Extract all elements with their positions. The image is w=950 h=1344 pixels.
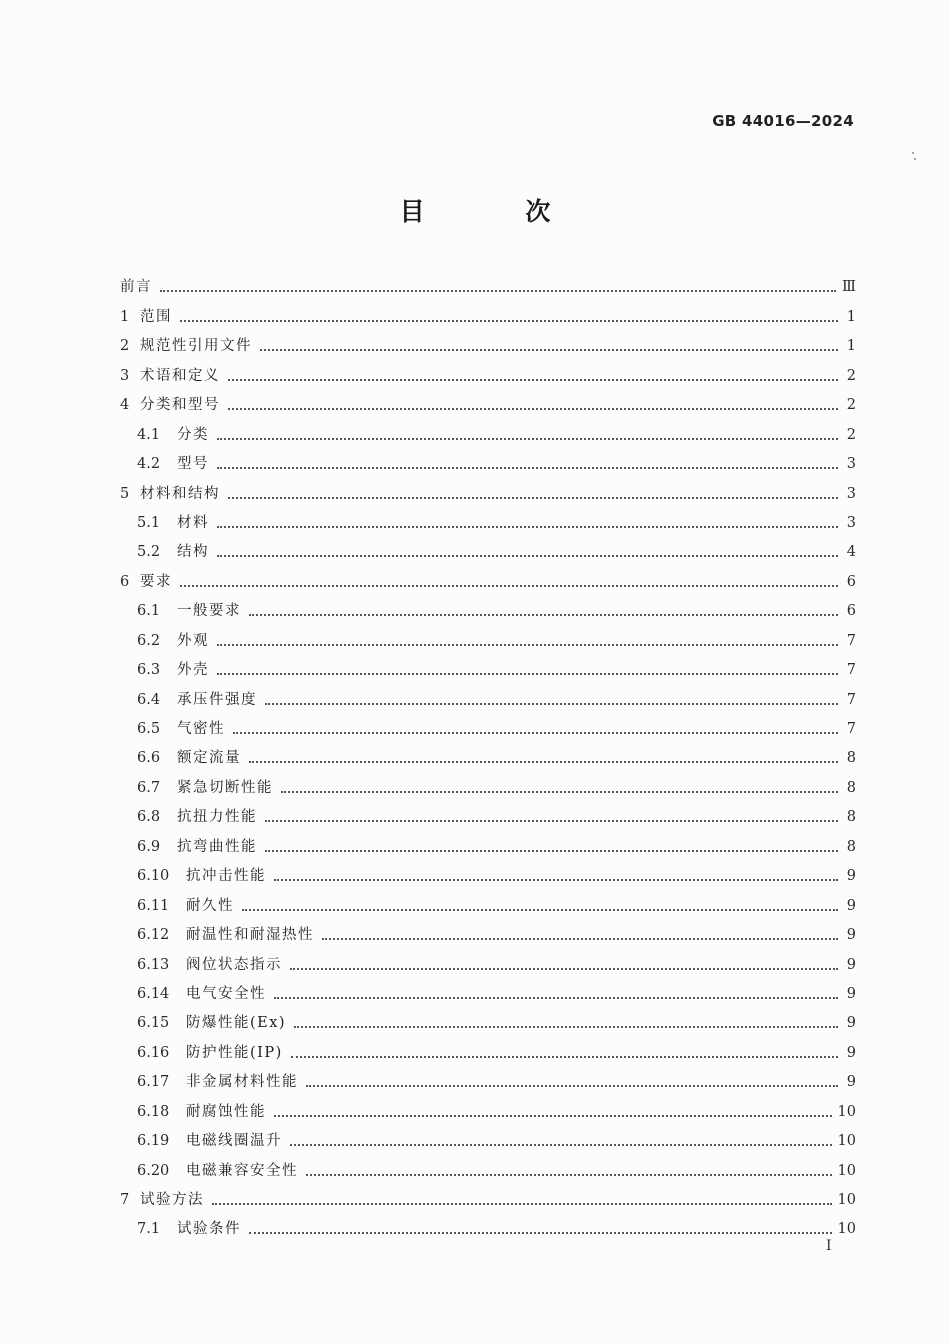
toc-entry-number: 6.6	[137, 750, 161, 767]
toc-leader-dots	[265, 820, 838, 822]
toc-entry-number: 7	[120, 1192, 130, 1208]
toc-entry-number: 5.2	[137, 544, 161, 561]
toc-entry-number: 7.1	[137, 1221, 161, 1238]
standard-code: GB 44016—2024	[712, 112, 854, 130]
toc-entry-page: 10	[837, 1162, 856, 1179]
toc-leader-dots	[217, 555, 838, 557]
toc-leader-dots	[260, 349, 838, 351]
toc-entry[interactable]	[120, 768, 856, 797]
toc-entry-number: 2	[120, 338, 130, 355]
toc-entry-number: 6.2	[137, 632, 161, 649]
toc-entry-page: 2	[846, 397, 856, 414]
toc-entry-page: 10	[837, 1103, 856, 1120]
toc-entry-label: 耐久性	[186, 897, 234, 914]
toc-leader-dots	[233, 732, 838, 734]
toc-entry[interactable]	[120, 916, 856, 945]
toc-entry-page: 8	[846, 838, 856, 855]
toc-leader-dots	[242, 909, 838, 911]
page-number: I	[826, 1238, 832, 1254]
toc-entry-number: 6.9	[137, 838, 161, 855]
toc-entry-label: 防护性能(IP)	[186, 1044, 283, 1061]
toc-entry[interactable]	[120, 739, 856, 768]
toc-leader-dots	[291, 1056, 838, 1058]
toc-entry-label: 要求	[140, 573, 172, 590]
toc-entry-page: 10	[837, 1133, 856, 1150]
toc-entry-number: 6.5	[137, 721, 161, 737]
toc-leader-dots	[249, 614, 838, 616]
toc-entry[interactable]	[120, 562, 856, 591]
toc-entry-label: 电气安全性	[186, 985, 266, 1002]
toc-entry-number: 6.15	[137, 1015, 170, 1032]
toc-entry-page: 3	[846, 456, 856, 473]
toc-entry-page: 7	[846, 662, 856, 679]
toc-entry-number: 6.12	[137, 927, 170, 944]
table-of-contents	[120, 268, 856, 1239]
toc-leader-dots	[322, 938, 838, 940]
toc-entry-page: 9	[846, 868, 856, 885]
toc-entry-number: 6.1	[137, 603, 161, 620]
toc-entry-number: 5.1	[137, 514, 161, 531]
toc-leader-dots	[274, 1115, 832, 1117]
toc-entry[interactable]	[120, 945, 856, 974]
toc-entry-number: 6.20	[137, 1162, 170, 1179]
toc-entry-page: 6	[846, 573, 856, 590]
toc-entry-number: 6	[120, 573, 130, 590]
toc-entry[interactable]	[120, 356, 856, 385]
toc-leader-dots	[217, 467, 838, 469]
toc-entry[interactable]	[120, 1063, 856, 1092]
toc-entry[interactable]	[120, 1210, 856, 1239]
toc-entry-label: 术语和定义	[140, 367, 220, 384]
toc-entry[interactable]	[120, 386, 856, 415]
toc-entry[interactable]	[120, 268, 856, 297]
toc-entry-number: 6.7	[137, 779, 161, 796]
toc-entry-page: 1	[846, 338, 856, 355]
toc-leader-dots	[265, 850, 838, 852]
toc-leader-dots	[180, 320, 838, 322]
toc-entry[interactable]	[120, 533, 856, 562]
toc-leader-dots	[180, 585, 838, 587]
toc-leader-dots	[249, 761, 838, 763]
toc-entry[interactable]	[120, 1122, 856, 1151]
toc-entry-number: 5	[120, 485, 130, 502]
toc-entry-page: 10	[837, 1192, 856, 1208]
toc-entry-label: 电磁线圈温升	[186, 1133, 282, 1150]
toc-leader-dots	[217, 644, 838, 646]
toc-entry-number: 6.18	[137, 1103, 170, 1120]
toc-leader-dots	[228, 497, 838, 499]
toc-entry[interactable]	[120, 710, 856, 739]
toc-entry-label: 抗弯曲性能	[177, 838, 257, 855]
toc-entry-number: 6.16	[137, 1044, 170, 1061]
toc-entry-label: 耐温性和耐湿热性	[186, 927, 314, 944]
toc-leader-dots	[294, 1026, 838, 1028]
toc-entry[interactable]	[120, 827, 856, 856]
toc-entry-number: 6.3	[137, 662, 161, 679]
toc-entry-number: 4.1	[137, 426, 161, 443]
toc-entry-label: 试验方法	[140, 1192, 204, 1208]
toc-entry[interactable]	[120, 474, 856, 503]
toc-entry-page: 8	[846, 750, 856, 767]
toc-leader-dots	[281, 791, 838, 793]
toc-entry[interactable]	[120, 1151, 856, 1180]
toc-entry-label: 前言	[120, 279, 152, 296]
toc-entry-page: 2	[846, 426, 856, 443]
toc-leader-dots	[274, 997, 838, 999]
toc-entry-number: 1	[120, 308, 130, 325]
toc-entry-number: 6.14	[137, 985, 170, 1002]
toc-entry-label: 一般要求	[177, 603, 241, 620]
scan-speck	[914, 158, 916, 160]
toc-entry-label: 抗冲击性能	[186, 868, 266, 885]
toc-entry-label: 结构	[177, 544, 209, 561]
toc-entry-page: 1	[846, 308, 856, 325]
toc-leader-dots	[228, 408, 838, 410]
toc-entry-label: 抗扭力性能	[177, 809, 257, 826]
toc-entry-page: 3	[846, 485, 856, 502]
toc-entry[interactable]	[120, 680, 856, 709]
toc-entry-page: 9	[846, 956, 856, 973]
toc-leader-dots	[249, 1232, 832, 1234]
toc-entry-label: 规范性引用文件	[140, 338, 252, 355]
toc-entry[interactable]	[120, 297, 856, 326]
toc-entry-page: 10	[837, 1221, 856, 1238]
toc-leader-dots	[217, 673, 838, 675]
toc-entry-page: 3	[846, 514, 856, 531]
toc-entry-number: 6.4	[137, 691, 161, 708]
toc-entry-label: 耐腐蚀性能	[186, 1103, 266, 1120]
toc-leader-dots	[274, 879, 838, 881]
toc-entry-label: 材料和结构	[140, 485, 220, 502]
toc-leader-dots	[217, 526, 838, 528]
toc-leader-dots	[290, 968, 838, 970]
toc-entry-label: 外壳	[177, 662, 209, 679]
toc-entry-page: 4	[846, 544, 856, 561]
toc-entry-number: 6.10	[137, 868, 170, 885]
toc-entry[interactable]	[120, 504, 856, 533]
toc-entry-label: 范围	[140, 308, 172, 325]
toc-entry-page: 8	[846, 779, 856, 796]
toc-entry-page: 8	[846, 809, 856, 826]
toc-entry-page: 2	[846, 367, 856, 384]
toc-entry-page: 9	[846, 1044, 856, 1061]
toc-entry[interactable]	[120, 1092, 856, 1121]
toc-entry-label: 分类和型号	[140, 397, 220, 414]
toc-leader-dots	[265, 703, 838, 705]
toc-entry-label: 额定流量	[177, 750, 241, 767]
toc-entry-label: 阀位状态指示	[186, 956, 282, 973]
toc-entry-page: 6	[846, 603, 856, 620]
toc-entry[interactable]	[120, 1004, 856, 1033]
toc-entry[interactable]	[120, 886, 856, 915]
toc-entry[interactable]	[120, 1033, 856, 1062]
toc-leader-dots	[290, 1144, 832, 1146]
toc-entry-page: 7	[846, 691, 856, 708]
toc-entry-label: 气密性	[177, 721, 225, 737]
toc-entry-page: 7	[846, 632, 856, 649]
toc-entry-number: 3	[120, 367, 130, 384]
toc-leader-dots	[306, 1174, 832, 1176]
toc-entry[interactable]	[120, 1181, 856, 1210]
toc-entry-label: 防爆性能(Ex)	[186, 1015, 287, 1032]
toc-entry-number: 4	[120, 397, 130, 414]
toc-entry-page: Ⅲ	[842, 279, 856, 296]
toc-entry[interactable]	[120, 975, 856, 1004]
toc-entry-number: 6.19	[137, 1133, 170, 1150]
toc-entry-page: 9	[846, 1015, 856, 1032]
toc-entry[interactable]	[120, 327, 856, 356]
toc-leader-dots	[212, 1203, 832, 1205]
toc-title: 目 次	[399, 197, 597, 226]
toc-entry[interactable]	[120, 651, 856, 680]
toc-entry[interactable]	[120, 445, 856, 474]
scan-speck	[912, 152, 914, 154]
toc-entry-label: 承压件强度	[177, 691, 257, 708]
toc-entry-number: 4.2	[137, 456, 161, 473]
toc-entry-label: 试验条件	[177, 1221, 241, 1238]
toc-entry-number: 6.11	[137, 897, 170, 914]
toc-leader-dots	[217, 438, 838, 440]
toc-entry-page: 9	[846, 1074, 856, 1091]
toc-entry-number: 6.17	[137, 1074, 170, 1091]
toc-leader-dots	[228, 379, 838, 381]
toc-leader-dots	[306, 1085, 838, 1087]
toc-entry-label: 外观	[177, 632, 209, 649]
toc-entry-label: 紧急切断性能	[177, 779, 273, 796]
toc-entry-page: 9	[846, 927, 856, 944]
toc-entry-label: 型号	[177, 456, 209, 473]
toc-entry-page: 9	[846, 985, 856, 1002]
toc-entry-page: 9	[846, 897, 856, 914]
toc-entry-page: 7	[846, 721, 856, 737]
toc-entry[interactable]	[120, 592, 856, 621]
toc-entry-label: 材料	[177, 514, 209, 531]
toc-entry[interactable]	[120, 621, 856, 650]
toc-leader-dots	[160, 290, 836, 292]
toc-entry-number: 6.8	[137, 809, 161, 826]
toc-entry-label: 非金属材料性能	[186, 1074, 298, 1091]
toc-entry-label: 电磁兼容安全性	[186, 1162, 298, 1179]
toc-entry[interactable]	[120, 857, 856, 886]
toc-entry-number: 6.13	[137, 956, 170, 973]
toc-entry-label: 分类	[177, 426, 209, 443]
toc-entry[interactable]	[120, 415, 856, 444]
toc-entry[interactable]	[120, 798, 856, 827]
